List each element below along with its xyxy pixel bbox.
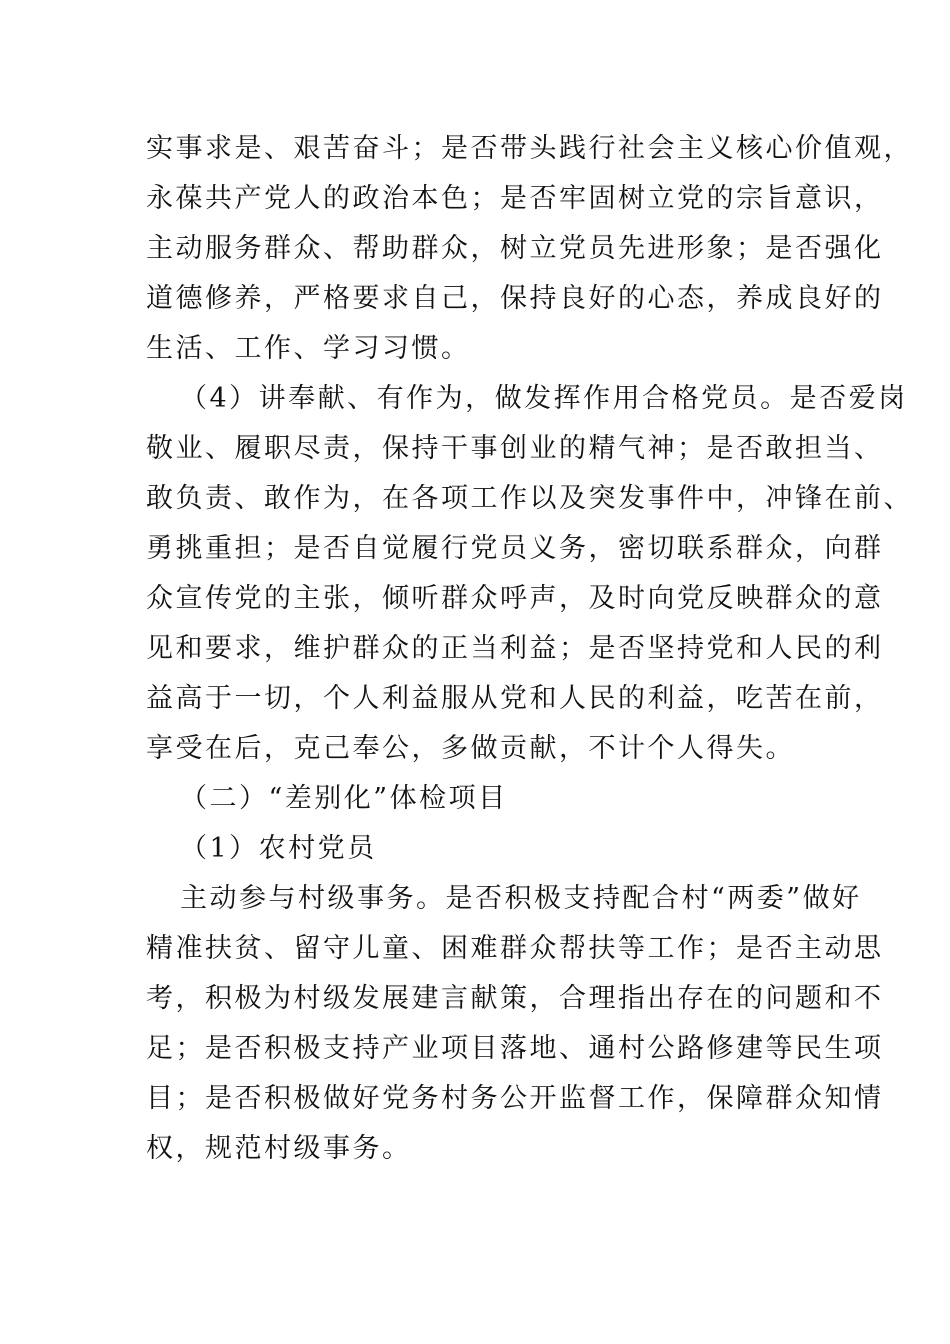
- section-heading-er: （二）“差别化”体检项目: [180, 783, 508, 814]
- paragraph-line: 实事求是、艰苦奋斗；是否带头践行社会主义核心价值观，: [146, 133, 913, 164]
- paragraph-line: 道德修养，严格要求自己，保持良好的心态，养成良好的: [146, 283, 884, 314]
- paragraph-line: 精准扶贫、留守儿童、困难群众帮扶等工作；是否主动思: [146, 933, 884, 964]
- paragraph-line: 目；是否积极做好党务村务公开监督工作，保障群众知情: [146, 1083, 884, 1114]
- paragraph-line: 永葆共产党人的政治本色；是否牢固树立党的宗旨意识，: [146, 183, 884, 214]
- paragraph-line: 主动参与村级事务。是否积极支持配合村“两委”做好: [180, 883, 862, 914]
- paragraph-line: 敬业、履职尽责，保持干事创业的精气神；是否敢担当、: [146, 433, 884, 464]
- section-heading-1: （1）农村党员: [180, 833, 377, 864]
- paragraph-line: 考，积极为村级发展建言献策，合理指出存在的问题和不: [146, 983, 884, 1014]
- paragraph-line: 主动服务群众、帮助群众，树立党员先进形象；是否强化: [146, 233, 884, 264]
- paragraph-line: 众宣传党的主张，倾听群众呼声，及时向党反映群众的意: [146, 583, 884, 614]
- paragraph-line: 见和要求，维护群众的正当利益；是否坚持党和人民的利: [146, 633, 884, 664]
- paragraph-line: 益高于一切，个人利益服从党和人民的利益，吃苦在前，: [146, 683, 884, 714]
- paragraph-line: 勇挑重担；是否自觉履行党员义务，密切联系群众，向群: [146, 533, 884, 564]
- paragraph-line: 敢负责、敢作为，在各项工作以及突发事件中，冲锋在前、: [146, 483, 913, 514]
- paragraph-line: 足；是否积极支持产业项目落地、通村公路修建等民生项: [146, 1033, 884, 1064]
- paragraph-line: 生活、工作、学习习惯。: [146, 333, 471, 364]
- paragraph-line: 权，规范村级事务。: [146, 1133, 412, 1164]
- section-heading-4: （4）讲奉献、有作为，做发挥作用合格党员。是否爱岗: [180, 383, 908, 414]
- paragraph-line: 享受在后，克己奉公，多做贡献，不计个人得失。: [146, 733, 795, 764]
